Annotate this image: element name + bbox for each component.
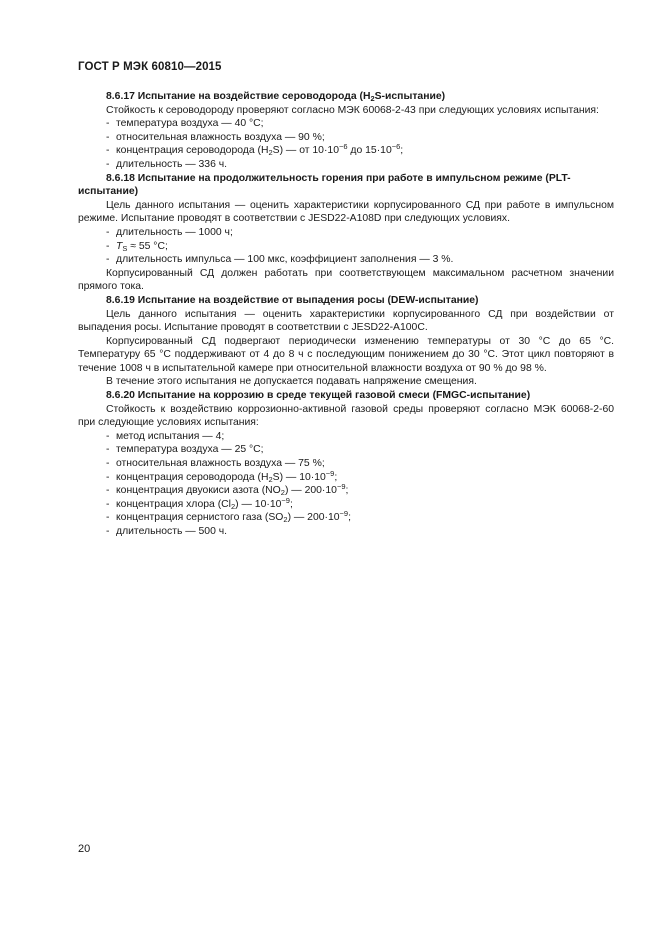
list-item: - длительность — 336 ч. xyxy=(106,158,228,170)
page-content xyxy=(78,90,614,539)
list-item: - $T_S \approx 55$ °C; xyxy=(106,240,168,253)
section-title-8-6-20: 8.6.20 Испытание на коррозию в среде текущей газовой смеси (FMGC-испытание) xyxy=(106,390,531,402)
list-item: - концентрация сероводорода $(H_2S)$ — $10\cdot 10^{-9}$; xyxy=(106,468,338,484)
paragraph: Корпусированный СД подвергают периодически изменению температуры от 30 °C до 65 °C. Температуру 65 °C поддерживают от 4 до 8 ч с последующим понижением до 30 °C. Этот цикл повторяют в течение 1008 ч в испытательной камере при относительной влажности воздуха от 90 % до 98 %. xyxy=(78,335,614,374)
section-intro: Цель данного испытания — оценить характеристики корпусированного СД при работе в импульсном режиме. Испытание проводят в соответствии с JESD22-A108D при следующих условиях. xyxy=(78,199,614,225)
list-item: - относительная влажность воздуха — 90 %; xyxy=(106,131,325,143)
section-title-8-6-19: 8.6.19 Испытание на воздействие от выпадения росы (DEW-испытание) xyxy=(106,294,479,306)
list-item: - температура воздуха — 25 °C; xyxy=(106,444,264,456)
list-item: - метод испытания — 4; xyxy=(106,430,225,442)
section-title-8-6-18: 8.6.18 Испытание на продолжительность горения при работе в импульсном режиме (PLT-испытание) xyxy=(78,172,571,198)
list-item: - концентрация сероводорода $(H_2S)$ — от $10\cdot 10^{-6}$ до $15\cdot 10^{-6}$; xyxy=(106,142,404,158)
section-intro: Стойкость к воздействию коррозионно-активной газовой среды проверяют согласно МЭК 60068-2-60 при следующие условиях испытания: xyxy=(78,403,614,429)
list-item: - температура воздуха — 40 °C; xyxy=(106,118,264,130)
document-header: ГОСТ Р МЭК 60810—2015 xyxy=(78,61,222,73)
list-item: - концентрация сернистого газа $(SO_2)$ — $200\cdot 10^{-9}$; xyxy=(106,509,351,525)
paragraph: Цель данного испытания — оценить характеристики корпусированного СД при воздействии от выпадения росы. Испытание проводят в соответствии с JESD22-A100C. xyxy=(78,308,614,334)
list-item: - относительная влажность воздуха — 75 %; xyxy=(106,458,325,470)
list-item: - длительность импульса — 100 мкс, коэффициент заполнения — 3 %. xyxy=(106,254,454,266)
list-item: - длительность — 500 ч. xyxy=(106,526,228,537)
section-title-8-6-17: 8.6.17 Испытание на воздействие сероводорода $(H_2S-испытание)$ xyxy=(106,91,446,103)
paragraph: В течение этого испытания не допускается подавать напряжение смещения. xyxy=(106,376,477,388)
section-intro: Стойкость к сероводороду проверяют согласно МЭК 60068-2-43 при следующих условиях испытания: xyxy=(106,104,599,116)
section-note: Корпусированный СД должен работать при соответствующем максимальном расчетном значении прямого тока. xyxy=(78,267,614,293)
list-item: - концентрация двуокиси азота $(NO_2)$ — $200\cdot 10^{-9}$; xyxy=(106,482,349,498)
list-item: - концентрация хлора $(Cl_2)$ — $10\cdot 10^{-9}$; xyxy=(106,495,293,511)
page-number: 20 xyxy=(78,843,91,855)
list-item: - длительность — 1000 ч; xyxy=(106,226,233,238)
